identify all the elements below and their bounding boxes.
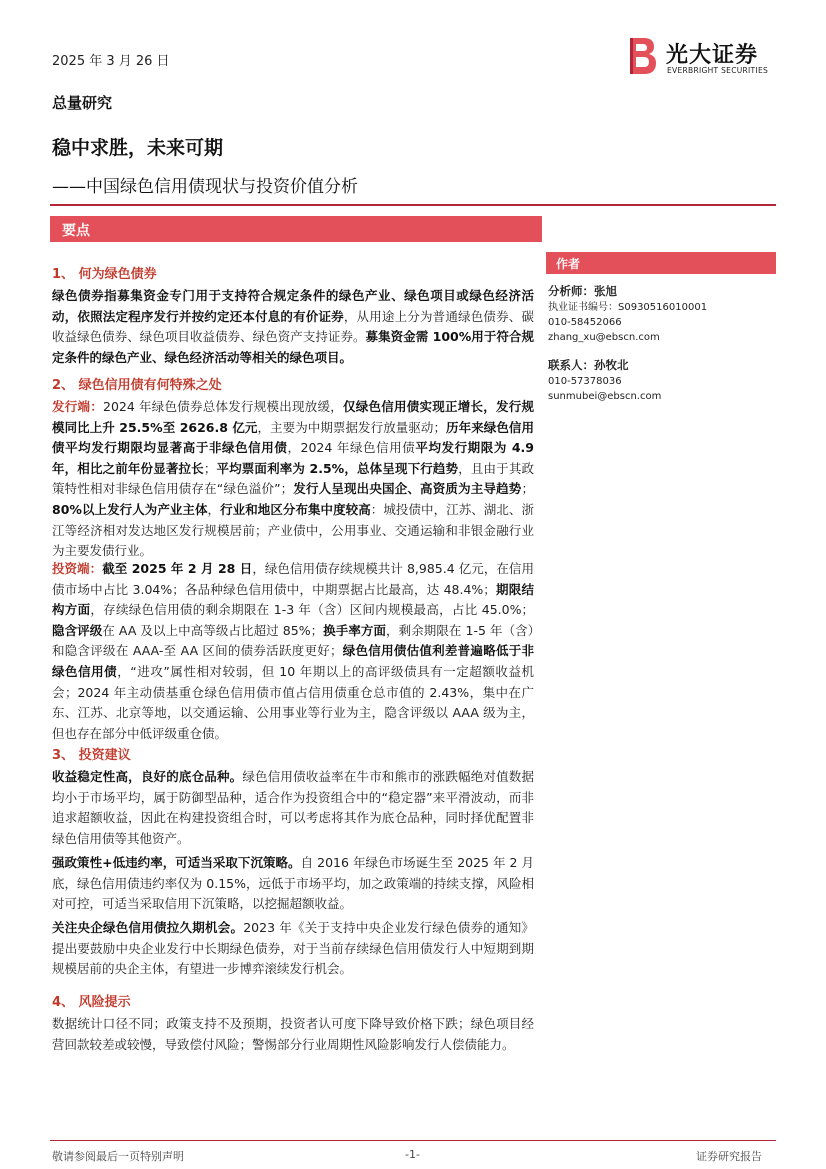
paragraph-segment: 2023 年《关于支持中央企业发行绿色债券的通知》提出要鼓励中央企业发行中长期绿色债券，对于当前存续绿色信用债发行人中短期到期规模居前的央企主体，有望进一步博弈滚续发行机会。 <box>52 920 534 977</box>
paragraph-segment: 期限结构方面 <box>52 581 534 618</box>
paragraph-segment: 收益稳定性高，良好的底仓品种。 <box>52 769 243 784</box>
paragraph-segment: 平均票面利率为 2.5%，总体呈现下行趋势 <box>216 460 459 476</box>
analyst-name: 分析师：张旭 <box>548 284 617 298</box>
contact-email[interactable]: sunmubei@ebscn.com <box>548 391 662 402</box>
paragraph-segment: 换手率方面 <box>323 622 387 638</box>
report-category: 总量研究 <box>52 94 113 112</box>
paragraph-segment: 在 AA 及以上中高等级占比超过 85%； <box>102 622 324 638</box>
contact-phone: 010-57378036 <box>548 376 622 387</box>
paragraph-segment: ，绿色信用债存续规模共计 8,985.4 亿元，在信用债市场中占比 3.04%；各品种绿色信用债中，中期票据占比最高，达 48.4%； <box>52 561 534 597</box>
section-1-paragraph <box>52 286 534 368</box>
report-subtitle: ——中国绿色信用债现状与投资价值分析 <box>52 177 358 197</box>
paragraph-segment: 强政策性+低违约率，可适当采取下沉策略。 <box>52 855 301 870</box>
report-title: 稳中求胜，未来可期 <box>52 137 224 159</box>
analyst-license: 执业证书编号：S0930516010001 <box>548 302 708 313</box>
section-2-issuance-paragraph <box>52 397 534 562</box>
paragraph-segment: 2024 年绿色债券总体发行规模出现放缓， <box>103 399 343 414</box>
report-date: 2025 年 3 月 26 日 <box>52 54 170 69</box>
logo-english-name: EVERBRIGHT SECURITIES <box>667 66 769 75</box>
paragraph-segment: ，2024 年绿色信用债 <box>287 440 416 456</box>
paragraph-segment: 绿色信用债收益率在牛市和熊市的涨跌幅绝对值数据均小于市场平均，属于防御型品种，适合作为投资组合中的“稳定器”来平滑波动，而非追求超额收益，因此在构建投资组合时，可以考虑将其作为底仓品种，同时择优配置非绿色信用债等其他资产。 <box>52 769 534 846</box>
key-points-label: 要点 <box>62 223 90 239</box>
paragraph-segment: ，且由于其政策特性相对非绿色信用债存在“绿色溢价”； <box>52 460 534 497</box>
paragraph-segment: ，“进攻”属性相对较弱，但 10 年期以上的高评级债具有一定超额收益机会；2024 年主动债基重仓绿色信用债市值占信用债重仓总市值的 2.43%，集中在广东、江苏、北京等地，以交通运输、公用事业等行业为主，隐含评级以 AAA 级为主，但也存在部分中低评级重仓债。 <box>52 663 534 741</box>
paragraph-segment: 绿色信用债估值利差普遍略低于非绿色信用债 <box>52 643 534 679</box>
paragraph-segment: ，主要为中期票据发行放量驱动； <box>257 419 446 435</box>
section-3-paragraph-2 <box>52 853 534 915</box>
contact-info <box>548 358 661 404</box>
paragraph-segment: 发行人呈现出央国企、高资质为主导趋势 <box>293 481 522 497</box>
paragraph-segment: 平均发行期限为 4.9 年，相比之前年份显著拉长 <box>52 440 534 476</box>
paragraph-segment: 绿色债券指募集资金专门用于支持符合规定条件的绿色产业、绿色项目或绿色经济活动，依照法定程序发行并按约定还本付息的有价证券 <box>52 288 534 324</box>
paragraph-segment: ； <box>203 460 217 476</box>
analyst-phone: 010-58452066 <box>548 317 622 328</box>
paragraph-segment: ，存续绿色信用债的剩余期限在 1-3 年（含）区间内规模最高，占比 45.0%； <box>90 602 534 618</box>
section-heading-2: 2、 绿色信用债有何特殊之处 <box>52 378 222 393</box>
section-heading-3: 3、 投资建议 <box>52 748 131 763</box>
paragraph-segment: 历年来绿色信用债平均发行期限均显著高于非绿色信用债 <box>52 419 534 456</box>
author-banner-label: 作者 <box>556 257 581 271</box>
paragraph-segment: 自 2016 年绿色市场诞生至 2025 年 2 月底，绿色信用债违约率仅为 0.15%，远低于市场平均，加之政策端的持续支撑，风险相对可控，可适当采取信用下沉策略，以挖掘超额收益。 <box>52 855 534 912</box>
section-heading-1: 1、 何为绿色债券 <box>52 267 157 282</box>
paragraph-segment: 仅绿色信用债实现正增长，发行规模同比上升 25.5%至 2626.8 亿元 <box>52 399 534 435</box>
paragraph-segment: 关注央企绿色信用债拉久期机会。 <box>52 920 244 935</box>
paragraph-segment: 数据统计口径不同；政策支持不及预期，投资者认可度下降导致价格下跌；绿色项目经营回款较差或较慢，导致偿付风险；警惕部分行业周期性风险影响发行人偿债能力。 <box>52 1016 534 1052</box>
section-3-paragraph-3 <box>52 918 534 980</box>
paragraph-segment: 隐含评级 <box>52 622 103 638</box>
header-divider <box>50 204 776 206</box>
author-banner <box>546 252 776 274</box>
paragraph-segment: 募集资金需 100%用于符合规定条件的绿色产业、绿色经济活动等相关的绿色项目。 <box>52 329 534 365</box>
paragraph-segment: 80%以上发行人为产业主体 <box>52 501 208 517</box>
paragraph-segment: ，剩余期限在 1-5 年（含）和隐含评级在 AAA-至 AA 区间的债券活跃度更好； <box>52 622 534 659</box>
paragraph-segment: 截至 2025 年 2 月 28 日 <box>102 561 253 576</box>
analyst-email[interactable]: zhang_xu@ebscn.com <box>548 332 660 343</box>
paragraph-segment: ； <box>521 481 534 497</box>
everbright-logo-icon <box>626 36 658 76</box>
contact-name: 联系人：孙牧北 <box>548 358 629 372</box>
logo-chinese-name: 光大证券 <box>666 43 759 68</box>
paragraph-segment: 发行端： <box>52 399 103 414</box>
page-number: -1- <box>405 1148 420 1161</box>
section-heading-4: 4、 风险提示 <box>52 995 131 1010</box>
paragraph-segment: 行业和地区分布集中度较高 <box>220 501 371 517</box>
footer-report-type: 证券研究报告 <box>696 1150 762 1163</box>
section-3-paragraph-1 <box>52 767 534 849</box>
analyst-info <box>548 284 707 345</box>
paragraph-segment: ， <box>207 501 221 517</box>
footer-divider <box>50 1140 776 1141</box>
paragraph-segment: 投资端： <box>52 561 103 576</box>
footer-disclaimer[interactable]: 敬请参阅最后一页特别声明 <box>52 1150 184 1163</box>
company-logo <box>626 36 786 80</box>
paragraph-segment: ，从用途上分为普通绿色债券、碳收益绿色债券、绿色项目收益债券、绿色资产支持证券。 <box>52 308 534 345</box>
section-2-investment-paragraph <box>52 559 534 744</box>
key-points-banner <box>50 216 542 242</box>
section-4-paragraph <box>52 1014 534 1055</box>
paragraph-segment: ：城投债中，江苏、湖北、浙江等经济相对发达地区发行规模居前；产业债中，公用事业、交通运输和非银金融行业为主要发债行业。 <box>52 501 534 559</box>
